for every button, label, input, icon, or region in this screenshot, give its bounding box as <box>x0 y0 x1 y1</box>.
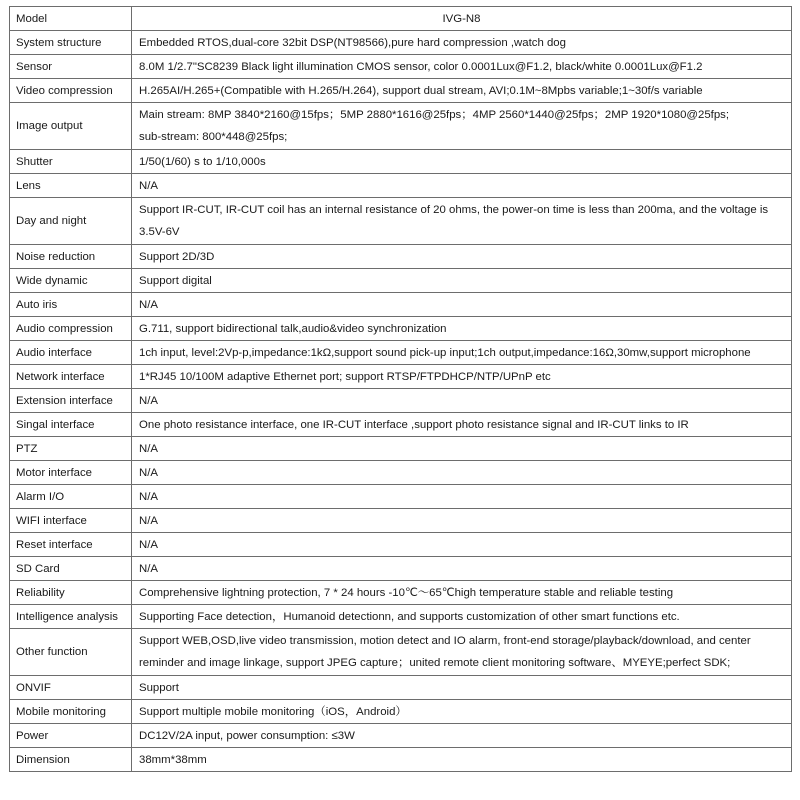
spec-value <box>132 437 792 461</box>
table-row <box>10 605 792 629</box>
table-row <box>10 629 792 676</box>
spec-label: Lens <box>10 174 132 198</box>
spec-value <box>132 174 792 198</box>
spec-value <box>132 31 792 55</box>
table-row <box>10 174 792 198</box>
spec-label: Power <box>10 724 132 748</box>
spec-value <box>132 748 792 772</box>
spec-label: Intelligence analysis <box>10 605 132 629</box>
spec-value-line: reminder and image linkage, support JPEG capture；united remote client monitoring software、MYEYE;perfect SDK; <box>139 657 731 669</box>
table-row <box>10 557 792 581</box>
table-row <box>10 700 792 724</box>
spec-value <box>132 509 792 533</box>
spec-label: Wide dynamic <box>10 269 132 293</box>
spec-value <box>132 269 792 293</box>
spec-value <box>132 55 792 79</box>
table-row <box>10 150 792 174</box>
spec-value <box>132 150 792 174</box>
spec-value <box>132 605 792 629</box>
spec-value-line: N/A <box>139 562 158 575</box>
spec-value <box>132 389 792 413</box>
spec-value-line: N/A <box>139 298 158 311</box>
table-row <box>10 365 792 389</box>
spec-value <box>132 700 792 724</box>
spec-value <box>132 293 792 317</box>
spec-label: WIFI interface <box>10 509 132 533</box>
spec-label: Singal interface <box>10 413 132 437</box>
spec-value-line: N/A <box>139 490 158 503</box>
table-row <box>10 413 792 437</box>
spec-label: System structure <box>10 31 132 55</box>
spec-label: Audio compression <box>10 317 132 341</box>
spec-value <box>132 245 792 269</box>
spec-value-line: Embedded RTOS,dual-core 32bit DSP(NT98566),pure hard compression ,watch dog <box>139 36 566 49</box>
spec-label: Day and night <box>10 198 132 245</box>
table-row <box>10 724 792 748</box>
table-row <box>10 31 792 55</box>
spec-value <box>132 533 792 557</box>
spec-value-line: 1/50(1/60) s to 1/10,000s <box>139 155 266 168</box>
table-row <box>10 269 792 293</box>
spec-table-body <box>10 7 792 772</box>
spec-value-line: H.265AI/H.265+(Compatible with H.265/H.264), support dual stream, AVI;0.1M~8Mpbs variable;1~30f/s variable <box>139 84 703 97</box>
spec-label: Noise reduction <box>10 245 132 269</box>
spec-value-line: One photo resistance interface, one IR-CUT interface ,support photo resistance signal and IR-CUT links to IR <box>139 418 689 431</box>
spec-value <box>132 365 792 389</box>
table-row <box>10 79 792 103</box>
spec-value <box>132 676 792 700</box>
spec-label: Reliability <box>10 581 132 605</box>
spec-value-line: Support IR-CUT, IR-CUT coil has an internal resistance of 20 ohms, the power-on time is less than 200ma, and the voltage is <box>139 204 769 216</box>
table-row <box>10 293 792 317</box>
spec-value <box>132 198 792 245</box>
spec-value <box>132 581 792 605</box>
spec-label: Reset interface <box>10 533 132 557</box>
spec-value-line: 1*RJ45 10/100M adaptive Ethernet port; support RTSP/FTPDHCP/NTP/UPnP etc <box>139 370 551 383</box>
spec-label: ONVIF <box>10 676 132 700</box>
spec-value <box>132 413 792 437</box>
spec-value-line: 8.0M 1/2.7"SC8239 Black light illumination CMOS sensor, color 0.0001Lux@F1.2, black/white 0.0001Lux@F1.2 <box>139 60 703 73</box>
spec-label: Video compression <box>10 79 132 103</box>
spec-value-line: N/A <box>139 179 158 192</box>
table-row <box>10 245 792 269</box>
spec-value-line: Support <box>139 681 179 694</box>
spec-value-line: Comprehensive lightning protection, 7 * 24 hours -10℃～65℃high temperature stable and reliable testing <box>139 586 674 599</box>
spec-label: Alarm I/O <box>10 485 132 509</box>
spec-label: Dimension <box>10 748 132 772</box>
spec-value <box>132 341 792 365</box>
spec-value-line: Main stream: 8MP 3840*2160@15fps；5MP 2880*1616@25fps；4MP 2560*1440@25fps；2MP 1920*1080@25fps; <box>139 109 730 121</box>
spec-value-line: 3.5V-6V <box>139 226 180 238</box>
table-row <box>10 55 792 79</box>
spec-value-line: Support 2D/3D <box>139 250 215 263</box>
spec-value-line: Supporting Face detection，Humanoid detectionn, and supports customization of other smart functions etc. <box>139 610 680 623</box>
spec-value-line: G.711, support bidirectional talk,audio&video synchronization <box>139 322 447 335</box>
spec-label: Auto iris <box>10 293 132 317</box>
spec-label: Sensor <box>10 55 132 79</box>
spec-label: Audio interface <box>10 341 132 365</box>
spec-label: Mobile monitoring <box>10 700 132 724</box>
spec-label: Extension interface <box>10 389 132 413</box>
spec-label: PTZ <box>10 437 132 461</box>
spec-table <box>9 6 792 772</box>
header-label: Model <box>10 7 132 31</box>
table-header-row <box>10 7 792 31</box>
spec-sheet <box>9 6 791 772</box>
spec-value <box>132 461 792 485</box>
spec-value-line: 38mm*38mm <box>139 753 207 766</box>
table-row <box>10 437 792 461</box>
table-row <box>10 198 792 245</box>
table-row <box>10 317 792 341</box>
spec-label: Image output <box>10 103 132 150</box>
spec-value-line: DC12V/2A input, power consumption: ≤3W <box>139 729 355 742</box>
spec-label: Shutter <box>10 150 132 174</box>
spec-value-line: N/A <box>139 466 158 479</box>
spec-label: Network interface <box>10 365 132 389</box>
table-row <box>10 341 792 365</box>
table-row <box>10 676 792 700</box>
spec-value <box>132 557 792 581</box>
table-row <box>10 533 792 557</box>
spec-label: Other function <box>10 629 132 676</box>
table-row <box>10 389 792 413</box>
spec-label: SD Card <box>10 557 132 581</box>
spec-value <box>132 724 792 748</box>
spec-value-line: Support digital <box>139 274 212 287</box>
spec-label: Motor interface <box>10 461 132 485</box>
table-row <box>10 103 792 150</box>
spec-value-line: Support multiple mobile monitoring（iOS，Android） <box>139 705 407 718</box>
spec-value-line: Support WEB,OSD,live video transmission, motion detect and IO alarm, front-end storage/playback/download, and center <box>139 635 751 647</box>
table-row <box>10 485 792 509</box>
spec-value <box>132 629 792 676</box>
header-model-value: IVG-N8 <box>132 7 792 31</box>
spec-value <box>132 485 792 509</box>
spec-value <box>132 103 792 150</box>
spec-value-line: N/A <box>139 442 158 455</box>
spec-value-line: N/A <box>139 394 158 407</box>
spec-value-line: sub-stream: 800*448@25fps; <box>139 131 288 143</box>
spec-value <box>132 79 792 103</box>
spec-value-line: N/A <box>139 538 158 551</box>
spec-value-line: N/A <box>139 514 158 527</box>
table-row <box>10 748 792 772</box>
table-row <box>10 581 792 605</box>
spec-value <box>132 317 792 341</box>
spec-value-line: 1ch input, level:2Vp-p,impedance:1kΩ,support sound pick-up input;1ch output,impedance:16Ω,30mw,support microphone <box>139 346 751 359</box>
table-row <box>10 461 792 485</box>
table-row <box>10 509 792 533</box>
